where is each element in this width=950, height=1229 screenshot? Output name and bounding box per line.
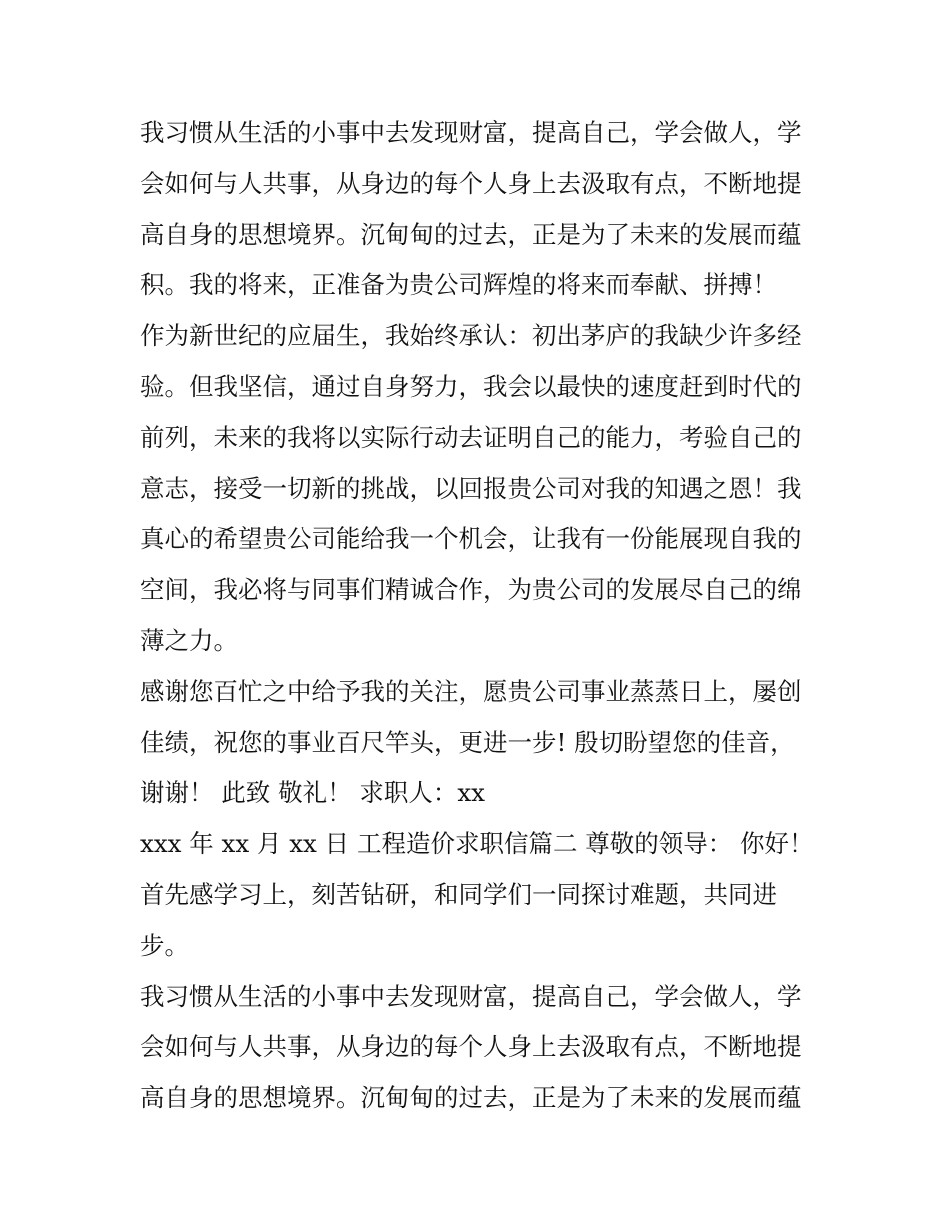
text-line: 积。我的将来，正准备为贵公司辉煌的将来而奉献、拼搏！ (140, 270, 777, 300)
text-line: 空间，我必将与同事们精诚合作，为贵公司的发展尽自己的绵 (140, 575, 802, 605)
text-line: 步。 (140, 930, 189, 960)
text-line: 谢谢！ 此致 敬礼！ 求职人：xx (140, 778, 485, 808)
text-line: 真心的希望贵公司能给我一个机会，让我有一份能展现自我的 (140, 524, 802, 554)
text-line: 我习惯从生活的小事中去发现财富，提高自己，学会做人，学 (140, 118, 802, 147)
text-line: 佳绩，祝您的事业百尺竿头，更进一步! 殷切盼望您的佳音， (140, 727, 795, 757)
text-line: 首先感学习上，刻苦钻研，和同学们一同探讨难题，共同进 (140, 879, 777, 909)
text-line: 作为新世纪的应届生，我始终承认：初出茅庐的我缺少许多经 (140, 321, 802, 351)
text-line: 薄之力。 (140, 625, 238, 655)
text-line: 我习惯从生活的小事中去发现财富，提高自己，学会做人，学 (140, 981, 802, 1011)
text-line: 意志，接受一切新的挑战，以回报贵公司对我的知遇之恩！我 (140, 473, 802, 503)
text-line: 验。但我坚信，通过自身努力，我会以最快的速度赶到时代的 (140, 371, 802, 401)
text-line: 高自身的思想境界。沉甸甸的过去，正是为了未来的发展而蕴 (140, 1083, 802, 1113)
document-body (140, 108, 815, 1124)
text-line: 前列，未来的我将以实际行动去证明自己的能力，考验自己的 (140, 422, 802, 452)
text-line: 会如何与人共事，从身边的每个人身上去汲取有点，不断地提 (140, 1032, 802, 1062)
text-line: 高自身的思想境界。沉甸甸的过去，正是为了未来的发展而蕴 (140, 219, 802, 249)
text-line: xxx 年 xx 月 xx 日 工程造价求职信篇二 尊敬的领导： 你好！ (140, 829, 814, 859)
text-line: 会如何与人共事，从身边的每个人身上去汲取有点，不断地提 (140, 168, 802, 198)
text-line: 感谢您百忙之中给予我的关注，愿贵公司事业蒸蒸日上，屡创 (140, 676, 802, 706)
